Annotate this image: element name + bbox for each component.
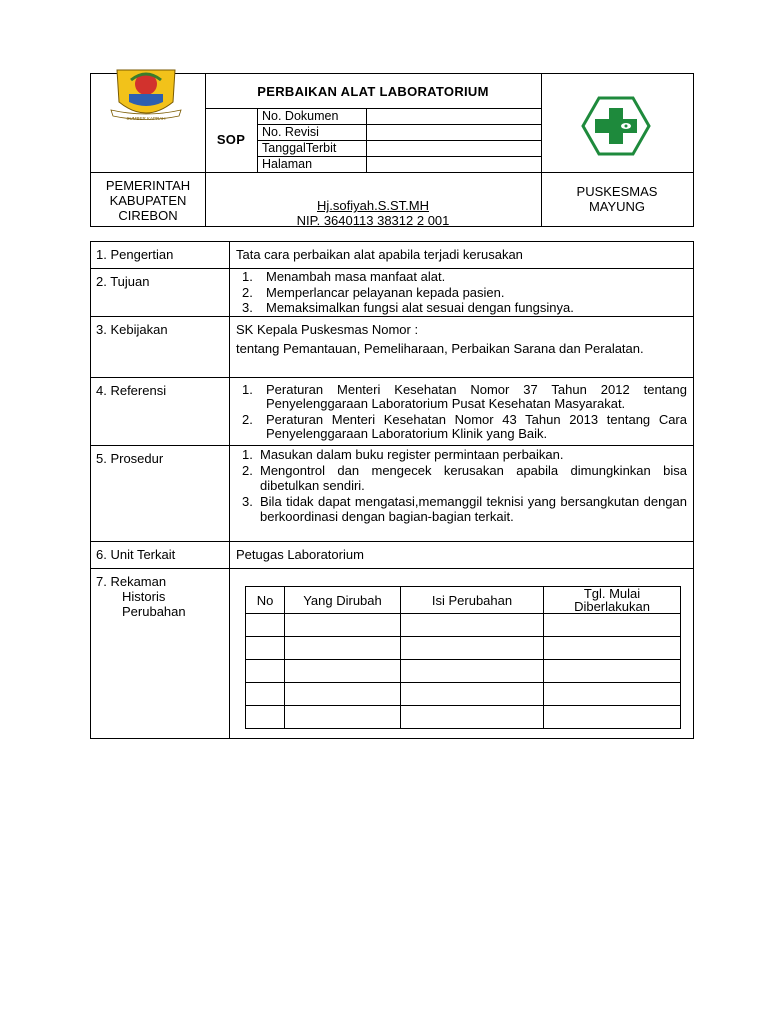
history-col-isi-perubahan: Isi Perubahan <box>401 587 544 614</box>
row-referensi <box>91 378 694 446</box>
history-col-yang-dirubah: Yang Dirubah <box>285 587 401 614</box>
puskesmas-logo <box>581 96 651 156</box>
org-left-block <box>91 178 205 223</box>
history-col-tgl-line-2: Diberlakukan <box>574 599 650 614</box>
list-referensi <box>236 383 687 441</box>
list-prosedur <box>236 447 687 525</box>
label-rekaman-line-3: Perubahan <box>122 604 186 619</box>
history-table <box>245 586 681 729</box>
signer-name: Hj.sofiyah.S.ST.MH <box>317 198 429 213</box>
table-row <box>246 660 681 683</box>
sop-content-table <box>90 241 694 739</box>
org-right-line-2: MAYUNG <box>588 199 646 214</box>
org-left-line-1: PEMERINTAH <box>105 178 191 193</box>
row-pengertian <box>91 242 694 269</box>
list-item: 2. Memperlancar pelayanan kepada pasien. <box>242 284 505 300</box>
list-tujuan <box>236 269 687 316</box>
table-row <box>246 637 681 660</box>
org-left-line-2: KABUPATEN <box>109 193 187 208</box>
row-rekaman <box>91 569 694 739</box>
kebijakan-line-2: tentang Pemantauan, Pemeliharaan, Perbaikan Sarana dan Peralatan. <box>236 341 644 356</box>
signer-block <box>205 198 541 228</box>
list-item: 1. Menambah masa manfaat alat. <box>242 269 446 284</box>
kebijakan-line-1: SK Kepala Puskesmas Nomor : <box>236 322 419 337</box>
row-tujuan <box>91 269 694 317</box>
label-tujuan: 2. Tujuan <box>91 269 230 317</box>
list-item: 2. Peraturan Menteri Kesehatan Nomor 43 Tahun 2013 tentang Cara Penyelenggaraan Laboratorium Klinik yang Baik. <box>242 412 687 441</box>
history-col-tgl <box>544 587 681 614</box>
sop-label: SOP <box>216 132 246 147</box>
sop-header <box>90 73 694 227</box>
label-rekaman <box>91 569 230 739</box>
label-unit-terkait: 6. Unit Terkait <box>91 542 230 569</box>
history-header-row <box>246 587 681 614</box>
history-col-no: No <box>246 587 285 614</box>
row-kebijakan <box>91 317 694 378</box>
signer-nip: NIP. 3640113 38312 2 001 <box>296 213 450 228</box>
text-pengertian: Tata cara perbaikan alat apabila terjadi kerusakan <box>230 242 694 269</box>
label-rekaman-line-2: Historis <box>122 589 166 604</box>
org-right-block <box>541 184 693 214</box>
label-rekaman-line-1: 7. Rekaman <box>96 574 167 589</box>
row-prosedur <box>91 446 694 542</box>
label-referensi: 4. Referensi <box>91 378 230 446</box>
row-unit-terkait <box>91 542 694 569</box>
history-col-tgl-line-1: Tgl. Mulai <box>583 586 641 601</box>
logo-motto-text: SUMBER KAPRAH <box>126 116 166 121</box>
meta-label-halaman: Halaman <box>262 157 313 171</box>
table-row <box>246 683 681 706</box>
label-pengertian: 1. Pengertian <box>91 242 230 269</box>
meta-label-tanggal-terbit: TanggalTerbit <box>262 141 337 155</box>
list-item: 2. Mengontrol dan mengecek kerusakan apabila dimungkinkan bisa dibetulkan sendiri. <box>242 462 687 493</box>
table-row <box>246 706 681 729</box>
meta-label-no-revisi: No. Revisi <box>262 125 319 139</box>
table-row <box>246 614 681 637</box>
org-right-line-1: PUSKESMAS <box>576 184 658 199</box>
document-title: PERBAIKAN ALAT LABORATORIUM <box>257 84 489 99</box>
list-item: 1. Peraturan Menteri Kesehatan Nomor 37 Tahun 2012 tentang Penyelenggaraan Laboratorium Pusat Kesehatan Masyarakat. <box>242 382 687 411</box>
list-item: 3. Memaksimalkan fungsi alat sesuai dengan fungsinya. <box>242 300 574 315</box>
org-left-line-3: CIREBON <box>118 208 178 223</box>
list-item: 1. Masukan dalam buku register permintaan perbaikan. <box>242 447 564 462</box>
meta-label-no-dokumen: No. Dokumen <box>262 109 339 123</box>
list-item: 3. Bila tidak dapat mengatasi,memanggil teknisi yang bersangkutan dengan berkoordinasi dengan bagian-bagian terkait. <box>242 493 687 524</box>
label-kebijakan: 3. Kebijakan <box>91 317 230 378</box>
text-unit-terkait: Petugas Laboratorium <box>230 542 694 569</box>
label-prosedur: 5. Prosedur <box>91 446 230 542</box>
